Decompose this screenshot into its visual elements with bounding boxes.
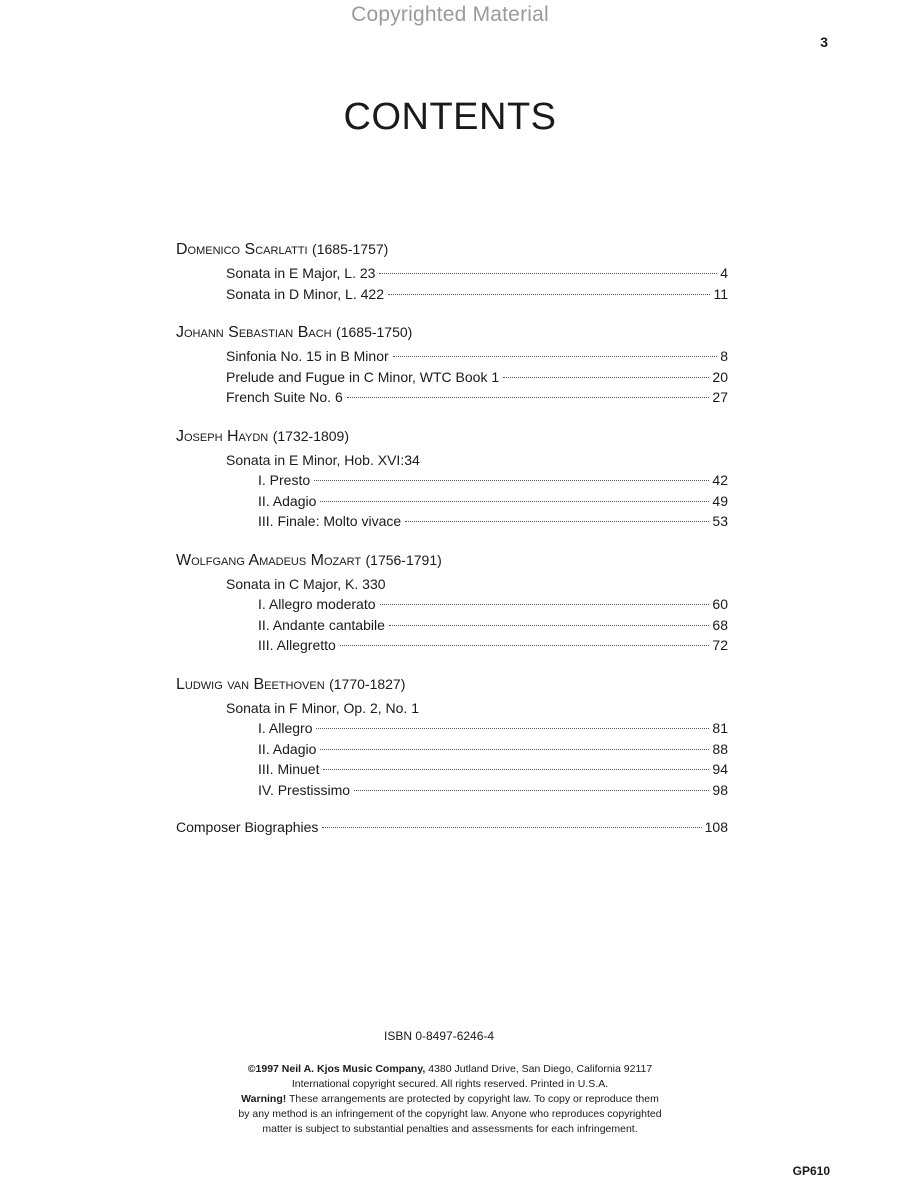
composer-dates: (1732-1809) <box>272 427 349 444</box>
warning-line: matter is subject to substantial penalties and assessments for each infringement. <box>262 1123 638 1135</box>
composer-name: Domenico Scarlatti <box>176 241 308 258</box>
dot-leader <box>322 827 701 828</box>
warning-line: by any method is an infringement of the copyright law. Anyone who reproduces copyrighted <box>238 1108 662 1120</box>
composer-dates: (1685-1750) <box>336 324 413 340</box>
dot-leader <box>389 625 710 626</box>
dot-leader <box>320 501 709 502</box>
entry-title: Sinfonia No. 15 in B Minor <box>226 348 389 364</box>
entry-page: 81 <box>712 720 728 736</box>
work-title: Sonata in E Minor, Hob. XVI:34 <box>226 451 420 468</box>
table-of-contents <box>176 238 728 838</box>
toc-entry[interactable] <box>176 594 728 615</box>
toc-entry[interactable] <box>176 615 728 636</box>
entry-title: Sonata in D Minor, L. 422 <box>226 285 384 302</box>
publisher-address: 4380 Jutland Drive, San Diego, California 92117 <box>428 1063 653 1075</box>
entry-page: 4 <box>720 265 728 281</box>
composer-name: Johann Sebastian Bach <box>176 324 332 341</box>
composer-section-haydn <box>176 425 728 532</box>
rights-line: International copyright secured. All rights reserved. Printed in U.S.A. <box>291 1078 609 1090</box>
warning-label: Warning! <box>241 1093 287 1105</box>
toc-entry[interactable] <box>176 284 728 305</box>
entry-title: III. Allegretto <box>258 637 336 653</box>
warning-line <box>0 1092 900 1107</box>
entry-page: 98 <box>712 781 728 798</box>
toc-entry[interactable] <box>176 511 728 532</box>
composer-name: Joseph Haydn <box>176 427 269 445</box>
entry-title: I. Allegro <box>258 720 313 736</box>
toc-entry[interactable] <box>176 470 728 491</box>
entry-title: Sonata in E Major, L. 23 <box>226 265 376 281</box>
work-title: Sonata in F Minor, Op. 2, No. 1 <box>226 699 419 716</box>
copyright-notice: ©1997 Neil A. Kjos Music Company, <box>247 1063 426 1075</box>
toc-entry[interactable] <box>176 739 728 760</box>
toc-entry[interactable] <box>176 759 728 780</box>
toc-entry[interactable] <box>176 635 728 656</box>
publisher-line <box>0 1062 900 1077</box>
entry-title: French Suite No. 6 <box>226 389 343 405</box>
composer-dates: (1685-1757) <box>312 241 389 257</box>
entry-page: 88 <box>712 740 728 757</box>
entry-title: Prelude and Fugue in C Minor, WTC Book 1 <box>226 368 500 385</box>
entry-page: 60 <box>712 596 728 612</box>
entry-title: Composer Biographies <box>176 819 319 835</box>
entry-title: II. Adagio <box>258 740 317 757</box>
warning-text: These arrangements are protected by copyright law. To copy or reproduce them <box>289 1093 659 1105</box>
entry-title: IV. Prestissimo <box>258 781 351 798</box>
toc-entry[interactable] <box>176 263 728 284</box>
composer-section-scarlatti <box>176 238 728 304</box>
entry-page: 108 <box>704 819 728 835</box>
dot-leader <box>388 294 710 295</box>
dot-leader <box>380 604 710 605</box>
dot-leader <box>340 645 710 646</box>
entry-title: I. Presto <box>258 472 311 488</box>
dot-leader <box>347 397 710 398</box>
page-title: CONTENTS <box>343 96 557 138</box>
composer-heading <box>176 673 728 695</box>
composer-name: Ludwig van Beethoven <box>176 675 325 693</box>
copyright-watermark: Copyrighted Material <box>351 3 549 26</box>
entry-page: 27 <box>712 389 728 405</box>
entry-page: 68 <box>712 616 728 633</box>
dot-leader <box>393 356 718 357</box>
dot-leader <box>405 521 709 522</box>
composer-section-bach <box>176 321 728 408</box>
composer-section-beethoven <box>176 673 728 801</box>
entry-page: 42 <box>712 472 728 488</box>
entry-page: 53 <box>712 513 728 529</box>
dot-leader <box>323 769 709 770</box>
toc-entry[interactable] <box>176 367 728 388</box>
toc-entry[interactable] <box>176 491 728 512</box>
work-title: Sonata in C Major, K. 330 <box>226 575 386 592</box>
composer-heading <box>176 549 728 571</box>
entry-title: II. Andante cantabile <box>258 616 385 633</box>
toc-entry[interactable] <box>176 387 728 408</box>
dot-leader <box>314 480 709 481</box>
toc-entry-biographies[interactable] <box>176 817 728 838</box>
publisher-notice <box>0 1062 900 1137</box>
toc-entry[interactable] <box>176 780 728 801</box>
composer-heading <box>176 321 728 343</box>
dot-leader <box>379 273 717 274</box>
composer-dates: (1770-1827) <box>329 675 406 692</box>
entry-title: I. Allegro moderato <box>258 596 376 612</box>
entry-title: III. Finale: Molto vivace <box>258 513 402 529</box>
entry-page: 72 <box>712 637 728 653</box>
catalog-number: GP610 <box>792 1164 830 1178</box>
composer-heading <box>176 238 728 260</box>
entry-page: 11 <box>713 285 728 302</box>
composer-section-mozart <box>176 549 728 656</box>
composer-dates: (1756-1791) <box>365 551 442 568</box>
isbn: ISBN 0-8497-6246-4 <box>384 1029 495 1043</box>
entry-page: 94 <box>712 761 728 777</box>
entry-page: 20 <box>712 368 728 385</box>
dot-leader <box>354 790 709 791</box>
toc-entry[interactable] <box>176 346 728 367</box>
composer-name: Wolfgang Amadeus Mozart <box>176 551 362 569</box>
entry-page: 49 <box>712 492 728 509</box>
dot-leader <box>316 728 709 729</box>
dot-leader <box>320 749 709 750</box>
page-number: 3 <box>820 34 828 50</box>
composer-heading <box>176 425 728 447</box>
entry-page: 8 <box>720 348 728 364</box>
entry-title: III. Minuet <box>258 761 320 777</box>
toc-entry[interactable] <box>176 718 728 739</box>
dot-leader <box>503 377 709 378</box>
entry-title: II. Adagio <box>258 492 317 509</box>
